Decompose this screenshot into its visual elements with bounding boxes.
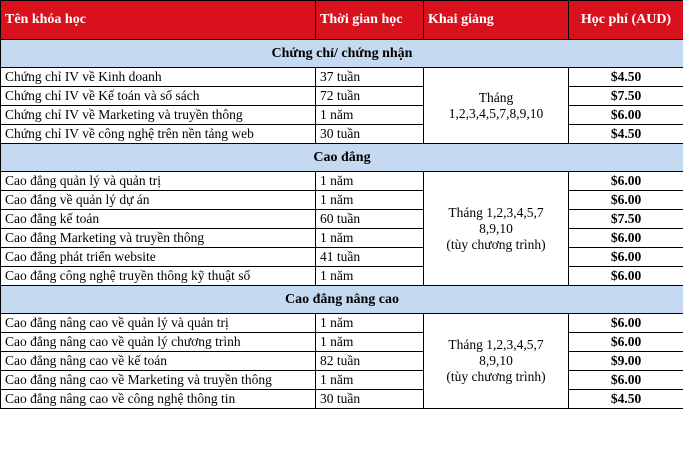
fee-cell: $7.50: [569, 210, 683, 229]
duration-cell: 1 năm: [316, 267, 424, 286]
fee-cell: $4.50: [569, 390, 683, 409]
course-name-cell: Cao đẳng công nghệ truyền thông kỹ thuật số: [1, 267, 316, 286]
fee-cell: $6.00: [569, 191, 683, 210]
fee-cell: $6.00: [569, 229, 683, 248]
course-name-cell: Cao đẳng Marketing và truyền thông: [1, 229, 316, 248]
course-name-cell: Cao đẳng quản lý và quản trị: [1, 172, 316, 191]
fee-cell: $7.50: [569, 87, 683, 106]
duration-cell: 41 tuần: [316, 248, 424, 267]
course-name-cell: Cao đẳng kế toán: [1, 210, 316, 229]
duration-cell: 37 tuần: [316, 68, 424, 87]
start-months-line: 1,2,3,4,5,7,8,9,10: [448, 105, 544, 121]
duration-cell: 1 năm: [316, 314, 424, 333]
table-body: [1, 40, 683, 409]
fee-cell: $6.00: [569, 333, 683, 352]
table-row: [1, 191, 683, 210]
table-row: [1, 248, 683, 267]
course-name-cell: Cao đẳng phát triển website: [1, 248, 316, 267]
duration-cell: 30 tuần: [316, 390, 424, 409]
table-row: [1, 229, 683, 248]
course-name-cell: Chứng chỉ IV về Marketing và truyền thông: [1, 106, 316, 125]
course-name-cell: Cao đẳng về quản lý dự án: [1, 191, 316, 210]
start-months-line: 8,9,10: [479, 353, 513, 368]
duration-cell: 1 năm: [316, 172, 424, 191]
duration-cell: 1 năm: [316, 191, 424, 210]
header-tuition-fee: Học phí (AUD): [569, 1, 683, 40]
start-months-line: Tháng 1,2,3,4,5,7: [448, 337, 544, 352]
duration-cell: 72 tuần: [316, 87, 424, 106]
table-row: [1, 314, 683, 333]
section-title: Chứng chỉ/ chứng nhận: [1, 40, 683, 68]
duration-cell: 30 tuần: [316, 125, 424, 144]
section-header-row: [1, 286, 683, 314]
table-row: [1, 172, 683, 191]
duration-cell: 1 năm: [316, 106, 424, 125]
fee-cell: $4.50: [569, 68, 683, 87]
table-row: [1, 352, 683, 371]
duration-cell: 1 năm: [316, 333, 424, 352]
start-months-cell: [424, 314, 569, 409]
start-months-line: Tháng 1,2,3,4,5,7: [448, 204, 544, 220]
fee-cell: $6.00: [569, 371, 683, 390]
table-row: [1, 210, 683, 229]
course-name-cell: Cao đẳng nâng cao về quản lý chương trình: [1, 333, 316, 352]
table-header-row: [1, 1, 683, 40]
start-months-cell: [424, 68, 569, 144]
course-name-cell: Cao đẳng nâng cao về quản lý và quản trị: [1, 314, 316, 333]
course-name-cell: Chứng chỉ IV về công nghệ trên nền tảng web: [1, 125, 316, 144]
table-row: [1, 333, 683, 352]
section-title: Cao đẳng nâng cao: [1, 286, 683, 314]
section-header-row: [1, 144, 683, 172]
duration-cell: 60 tuần: [316, 210, 424, 229]
duration-cell: 1 năm: [316, 371, 424, 390]
section-title: Cao đẳng: [1, 144, 683, 172]
course-name-cell: Cao đẳng nâng cao về công nghệ thông tin: [1, 390, 316, 409]
header-start-date: Khai giảng: [424, 1, 569, 40]
duration-cell: 82 tuần: [316, 352, 424, 371]
fee-cell: $4.50: [569, 125, 683, 144]
start-months-line: 8,9,10: [479, 220, 513, 236]
start-months-line: Tháng: [478, 89, 514, 105]
table-row: [1, 267, 683, 286]
start-months-line: (tùy chương trình): [446, 369, 546, 384]
table-row: [1, 68, 683, 87]
course-name-cell: Cao đẳng nâng cao về Marketing và truyền thông: [1, 371, 316, 390]
fee-cell: $6.00: [569, 314, 683, 333]
course-name-cell: Cao đẳng nâng cao về kế toán: [1, 352, 316, 371]
fee-cell: $6.00: [569, 267, 683, 286]
fee-cell: $6.00: [569, 172, 683, 191]
table-row: [1, 125, 683, 144]
fee-cell: $6.00: [569, 248, 683, 267]
start-months-line: (tùy chương trình): [446, 236, 546, 252]
table-row: [1, 390, 683, 409]
start-months-cell: [424, 172, 569, 286]
fee-cell: $6.00: [569, 106, 683, 125]
header-course-name: Tên khóa học: [1, 1, 316, 40]
course-name-cell: Chứng chỉ IV về Kinh doanh: [1, 68, 316, 87]
table-row: [1, 371, 683, 390]
duration-cell: 1 năm: [316, 229, 424, 248]
fee-cell: $9.00: [569, 352, 683, 371]
course-name-cell: Chứng chỉ IV về Kế toán và sổ sách: [1, 87, 316, 106]
table-row: [1, 87, 683, 106]
section-header-row: [1, 40, 683, 68]
header-duration: Thời gian học: [316, 1, 424, 40]
table-row: [1, 106, 683, 125]
